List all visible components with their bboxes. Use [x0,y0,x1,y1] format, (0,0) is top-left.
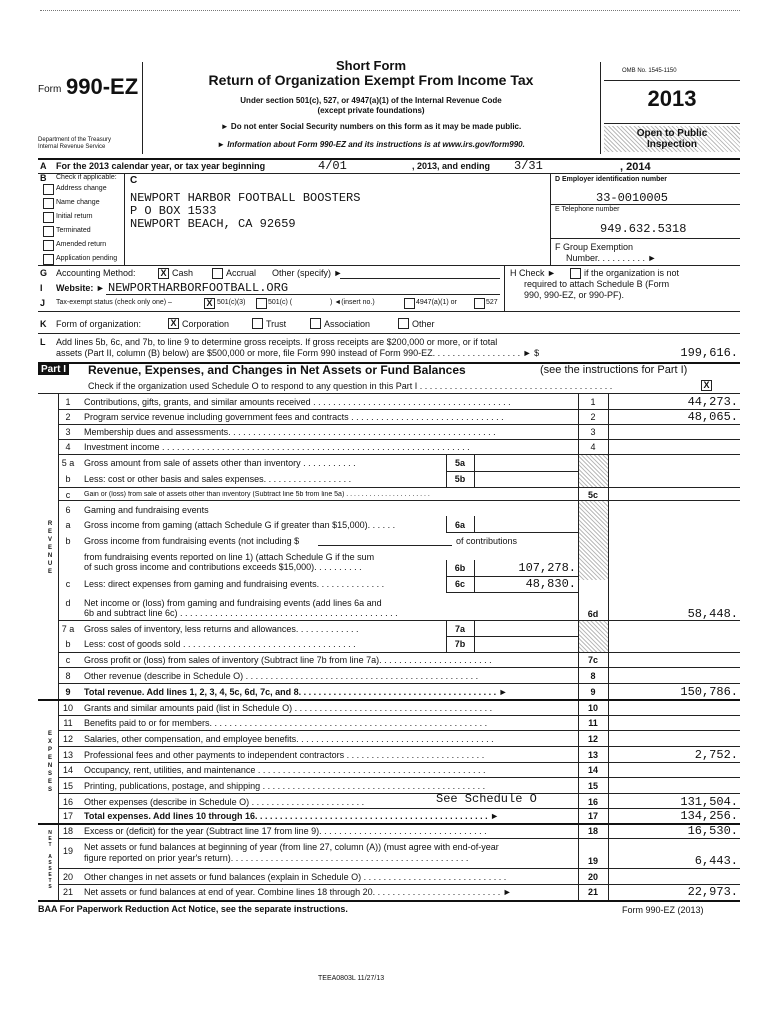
part-title: Revenue, Expenses, and Changes in Net Assets or Fund Balances [88,363,466,377]
line-6d-amount[interactable]: 58,448. [687,607,738,621]
line-j-label: J [40,298,46,308]
line-13-text: Professional fees and other payments to independent contractors . . . . . . . . . . . . . . . . . . . . . . . . . . . . [84,750,485,760]
line-12-number: 12 [62,734,73,744]
open-public-text: Open to Public [636,128,708,139]
org-address-street: P O BOX 1533 [130,204,217,218]
checkbox-501c3[interactable]: X [204,298,215,309]
accounting-method-label: Accounting Method: [56,268,136,278]
label-name-change: Name change [56,199,100,206]
line-l-label: L [40,337,46,347]
line-3-text: Membership dues and assessments. . . . . . . . . . . . . . . . . . . . . . . . . . . . . . . . . . . . . . . . . . . . . . . . . . . . . . [84,427,496,437]
phone-label: E Telephone number [555,206,620,213]
line-3-number: 3 [65,427,71,437]
line-20-number: 20 [62,872,73,882]
label-insert-no: ) ◄(insert no.) [330,299,375,306]
line-b-title: Check if applicable: [56,174,117,181]
checkbox-trust[interactable] [252,318,263,329]
line-6c-box: 6c [454,579,465,589]
line-6c-text: Less: direct expenses from gaming and fundraising events. . . . . . . . . . . . . . [84,579,385,589]
group-exemption-label: F Group Exemption [555,242,634,252]
line-a-text: For the 2013 calendar year, or tax year beginning [56,161,266,171]
line-19-box: 19 [587,856,598,866]
line-6c-number: c [65,579,71,589]
subtitle-except: (except private foundations) [317,106,425,115]
checkbox-4947[interactable] [404,298,415,309]
line-3-box: 3 [590,427,596,437]
footer-form-ref: Form 990-EZ (2013) [622,905,704,915]
line-20-text: Other changes in net assets or fund balances (explain in Schedule O) . . . . . . . . . . . . . . . . . . . . . . . . . . . . . [84,872,507,882]
line-5a-number: 5 a [61,458,75,468]
part-label: Part I [38,364,69,375]
line-16-see-schedule: See Schedule O [436,792,537,806]
line-h-check: H Check ► [510,268,556,278]
ein-value: 33-0010005 [596,191,669,205]
line-k-label: K [40,319,47,329]
label-amended-return: Amended return [56,241,107,248]
tax-year-end: 3/31 [514,159,543,173]
line-6-text: Gaming and fundraising events [84,505,209,515]
label-corporation: Corporation [182,319,230,329]
line-9-box: 9 [590,687,596,697]
line-1-box: 1 [590,397,596,407]
line-14-number: 14 [62,765,73,775]
line-6c-amount[interactable]: 48,830. [525,577,576,591]
title-main: Return of Organization Exempt From Income Tax [208,72,534,88]
label-initial-return: Initial return [56,213,93,220]
group-exemption-number: Number. . . . . . . . . . ► [566,253,657,263]
line-h-text4: 990, 990-EZ, or 990-PF). [524,290,625,300]
line-5a-box: 5a [454,458,465,468]
line-6b-amount[interactable]: 107,278. [518,561,576,575]
line-16-amount[interactable]: 131,504. [680,795,738,809]
label-4947: 4947(a)(1) or [416,299,457,306]
checkbox-other-org[interactable] [398,318,409,329]
line-19-text2: figure reported on prior year's return). . . . . . . . . . . . . . . . . . . . . . . . . . . . . . . . . . . . . . . . . . . . . . . . [84,853,469,863]
line-6b-text: Gross income from fundraising events (not including $ [84,536,300,546]
line-16-box: 16 [587,797,598,807]
line-a-label: A [40,161,47,171]
line-1-text: Contributions, gifts, grants, and similar amounts received . . . . . . . . . . . . . . . . . . . . . . . . . . . . . . . . . . . . . . . . [84,397,511,407]
line-6d-box: 6d [587,609,599,619]
line-7b-box: 7b [454,639,466,649]
checkbox-527[interactable] [474,298,485,309]
line-18-amount[interactable]: 16,530. [687,824,738,838]
line-4-number: 4 [65,442,71,452]
label-other-org: Other [412,319,435,329]
website-value: NEWPORTHARBORFOOTBALL.ORG [108,281,289,295]
line-6a-text: Gross income from gaming (attach Schedule G if greater than $15,000). . . . . . [84,520,396,530]
line-h-text2: if the organization is not [584,268,680,278]
line-6d-number: d [65,598,71,608]
line-2-text: Program service revenue including government fees and contracts . . . . . . . . . . . . . . . . . . . . . . . . . . . . . . . [84,412,504,422]
schedule-o-check-text: Check if the organization used Schedule O to respond to any question in this Part I . . . . . . . . . . . . . . . . . . . . . . . . . . . . . . . . . . . . . . . [88,381,613,391]
subtitle-sections: Under section 501(c), 527, or 4947(a)(1) of the Internal Revenue Code [240,96,502,105]
line-5c-number: c [65,490,71,500]
line-5b-number: b [65,474,71,484]
shaded-5ab [579,455,608,487]
line-12-text: Salaries, other compensation, and employee benefits. . . . . . . . . . . . . . . . . . . . . . . . . . . . . . . . . . . . . . . . [84,734,494,744]
footer-code: TEEA0803L 11/27/13 [318,975,385,982]
line-19-amount[interactable]: 6,443. [694,854,738,868]
dept-treasury: Department of the Treasury [38,137,112,143]
website-label: Website: ► [56,283,105,293]
line-17-amount[interactable]: 134,256. [680,809,738,823]
shaded-7ab [579,620,608,652]
checkbox-accrual[interactable] [212,268,223,279]
label-application-pending: Application pending [56,255,118,262]
line-18-number: 18 [62,826,73,836]
line-7c-number: c [65,655,71,665]
checkbox-initial-return[interactable] [43,212,54,223]
line-h-text3: required to attach Schedule B (Form [524,279,670,289]
line-5c-text: Gain or (loss) from sale of assets other than inventory (Subtract line 5b from line 5a) . . . . . . . . . . . . . . . . . . . . . . [84,491,430,498]
line-18-box: 18 [587,826,598,836]
line-6b-text2: from fundraising events reported on line 1) (attach Schedule G if the sum [84,552,375,562]
checkbox-name-change[interactable] [43,198,54,209]
line-6a-number: a [65,520,71,530]
line-21-box: 21 [587,887,598,897]
line-7a-box: 7a [454,624,465,634]
inspection-text: Inspection [646,139,697,150]
form-of-org-label: Form of organization: [56,319,142,329]
checkbox-address-change[interactable] [43,184,54,195]
line-i-label: I [40,283,43,293]
line-b-label: B [40,173,47,183]
line-21-text: Net assets or fund balances at end of year. Combine lines 18 through 20. . . . . . . . . . . . . . . . . . . . . . . . . . ► [84,887,512,897]
line-13-box: 13 [587,750,598,760]
line-10-box: 10 [587,703,598,713]
tax-year-end-year: , 2014 [620,161,651,173]
line-11-number: 11 [63,718,73,728]
label-527: 527 [486,299,498,306]
line-l-text2: assets (Part II, column (B) below) are $500,000 or more, file Form 990 instead of Form 990-EZ. . . . . . . . . . . . . . . . . . ► $ [56,348,540,358]
checkbox-schedule-b[interactable] [570,268,581,279]
line-1-number: 1 [65,397,71,407]
line-a-mid: , 2013, and ending [412,161,491,171]
checkbox-corporation[interactable]: X [168,318,179,329]
line-6b-number: b [65,536,71,546]
label-501c: 501(c) ( [268,299,293,306]
line-2-number: 2 [65,412,71,422]
line-19-text: Net assets or fund balances at beginning of year (from line 27, column (A)) (must agree with end-of-year [84,842,499,852]
tax-year-begin: 4/01 [318,159,347,173]
line-20-box: 20 [587,872,598,882]
part-title-suffix: (see the instructions for Part I) [540,364,688,376]
line-13-amount[interactable]: 2,752. [694,748,738,762]
label-terminated: Terminated [56,227,91,234]
line-5b-box: 5b [454,474,466,484]
line-6a-box: 6a [454,520,465,530]
line-7b-number: b [65,639,71,649]
dept-irs: Internal Revenue Service [38,144,106,150]
line-2-box: 2 [590,412,596,422]
line-14-text: Occupancy, rent, utilities, and maintenance . . . . . . . . . . . . . . . . . . . . . . . . . . . . . . . . . . . . . . . . . . . . . . [84,765,486,775]
line-5c-box: 5c [587,490,598,500]
org-name: NEWPORT HARBOR FOOTBALL BOOSTERS [130,191,361,205]
label-accrual: Accrual [226,268,257,278]
line-19-number: 19 [62,846,73,856]
line-g-label: G [40,268,48,278]
label-trust: Trust [266,319,287,329]
line-16-text: Other expenses (describe in Schedule O) . . . . . . . . . . . . . . . . . . . . . . . [84,797,365,807]
line-18-text: Excess or (deficit) for the year (Subtract line 17 from line 9). . . . . . . . . . . . . . . . . . . . . . . . . . . . . . . . . . [84,826,487,836]
label-501c3: 501(c)(3) [217,299,246,306]
line-5a-text: Gross amount from sale of assets other than inventory . . . . . . . . . . . [84,458,356,468]
line-c-label: C [130,175,138,186]
title-short-form: Short Form [335,58,407,73]
line-l-text1: Add lines 5b, 6c, and 7b, to line 9 to determine gross receipts. If gross receipts are $200,000 or more, or if total [56,337,498,347]
checkbox-amended-return[interactable] [43,240,54,251]
form-word: Form [38,84,62,95]
line-1-amount[interactable]: 44,273. [687,395,738,409]
line-13-number: 13 [62,750,73,760]
line-6d-text: Net income or (loss) from gaming and fundraising events (add lines 6a and [84,598,382,608]
line-15-box: 15 [587,781,598,791]
checkbox-association[interactable] [310,318,321,329]
checkbox-terminated[interactable] [43,226,54,237]
side-label-expenses: E X P E N S E S [47,731,53,793]
line-5b-text: Less: cost or other basis and sales expenses. . . . . . . . . . . . . . . . . . [84,474,352,484]
omb-number: OMB No. 1545-1150 [622,68,677,74]
line-6b-text3: of such gross income and contributions exceeds $15,000). . . . . . . . . . [84,562,362,572]
line-6-number: 6 [65,505,71,515]
side-label-net-assets: N E T A S S E T S [48,830,52,890]
ein-label: D Employer identification number [555,176,668,183]
checkbox-application-pending[interactable] [43,254,54,265]
line-14-box: 14 [587,765,598,775]
line-2-amount[interactable]: 48,065. [687,410,738,424]
line-17-box: 17 [587,811,598,821]
line-17-text: Total expenses. Add lines 10 through 16. . . . . . . . . . . . . . . . . . . . . . . . . . . . . . . . . . . . . . . . . . . . . . . ► [84,811,499,821]
shaded-6abc [579,500,608,580]
line-12-box: 12 [587,734,598,744]
checkbox-schedule-o[interactable]: X [701,380,712,391]
checkbox-cash[interactable]: X [158,268,169,279]
notice-ssn: ► Do not enter Social Security numbers on this form as it may be made public. [220,122,522,131]
gross-receipts-amount: 199,616. [680,346,738,360]
form-number: 990-EZ [66,74,139,99]
line-7a-text: Gross sales of inventory, less returns and allowances. . . . . . . . . . . . . [84,624,359,634]
line-9-text: Total revenue. Add lines 1, 2, 3, 4, 5c, 6d, 7c, and 8. . . . . . . . . . . . . . . . . . . . . . . . . . . . . . . . . . . . . . . . ► [84,687,508,697]
line-21-amount[interactable]: 22,973. [687,885,738,899]
label-association: Association [324,319,371,329]
checkbox-501c[interactable] [256,298,267,309]
line-11-text: Benefits paid to or for members. . . . . . . . . . . . . . . . . . . . . . . . . . . . . . . . . . . . . . . . . . . . . . . . . . . . . . . . [84,718,488,728]
footer-baa: BAA For Paperwork Reduction Act Notice, see the separate instructions. [38,904,348,914]
line-15-number: 15 [62,781,73,791]
label-address-change: Address change [56,185,107,192]
line-4-box: 4 [590,442,596,452]
line-16-number: 16 [62,797,73,807]
line-11-box: 11 [588,718,598,728]
line-9-number: 9 [65,687,71,697]
line-7c-text: Gross profit or (loss) from sales of inventory (Subtract line 7b from line 7a). . . . . . . . . . . . . . . . . . . . . . . [84,655,492,665]
side-label-revenue: R E V E N U E [47,521,53,575]
tax-exempt-status-label: Tax-exempt status (check only one) – [56,299,172,306]
label-other-method: Other (specify) ► [272,268,343,278]
phone-value: 949.632.5318 [600,222,687,236]
notice-info: ► Information about Form 990-EZ and its instructions is at www.irs.gov/form990. [217,140,525,149]
line-8-text: Other revenue (describe in Schedule O) . . . . . . . . . . . . . . . . . . . . . . . . . . . . . . . . . . . . . . . . . . . . . . . [84,671,479,681]
line-9-amount[interactable]: 150,786. [680,685,738,699]
line-4-text: Investment income . . . . . . . . . . . . . . . . . . . . . . . . . . . . . . . . . . . . . . . . . . . . . . . . . . . . . . . . . . . . . . [84,442,470,452]
line-6b-box: 6b [454,563,466,573]
org-address-city: NEWPORT BEACH, CA 92659 [130,217,296,231]
line-7a-number: 7 a [61,624,75,634]
line-8-number: 8 [65,671,71,681]
line-8-box: 8 [590,671,596,681]
line-21-number: 21 [62,887,73,897]
line-15-text: Printing, publications, postage, and shipping . . . . . . . . . . . . . . . . . . . . . . . . . . . . . . . . . . . . . . . . . . . . . [84,781,486,791]
line-7b-text: Less: cost of goods sold . . . . . . . . . . . . . . . . . . . . . . . . . . . . . . . . . . . [84,639,356,649]
line-10-number: 10 [62,703,73,713]
line-6b-text-b: of contributions [456,536,518,546]
line-6d-text2: 6b and subtract line 6c) . . . . . . . . . . . . . . . . . . . . . . . . . . . . . . . . . . . . . . . . . . . . [84,608,398,618]
line-7c-box: 7c [587,655,598,665]
tax-year: 2013 [647,86,697,111]
line-17-number: 17 [62,811,73,821]
line-10-text: Grants and similar amounts paid (list in Schedule O) . . . . . . . . . . . . . . . . . . . . . . . . . . . . . . . . . . . . . . . . [84,703,493,713]
label-cash: Cash [172,268,194,278]
